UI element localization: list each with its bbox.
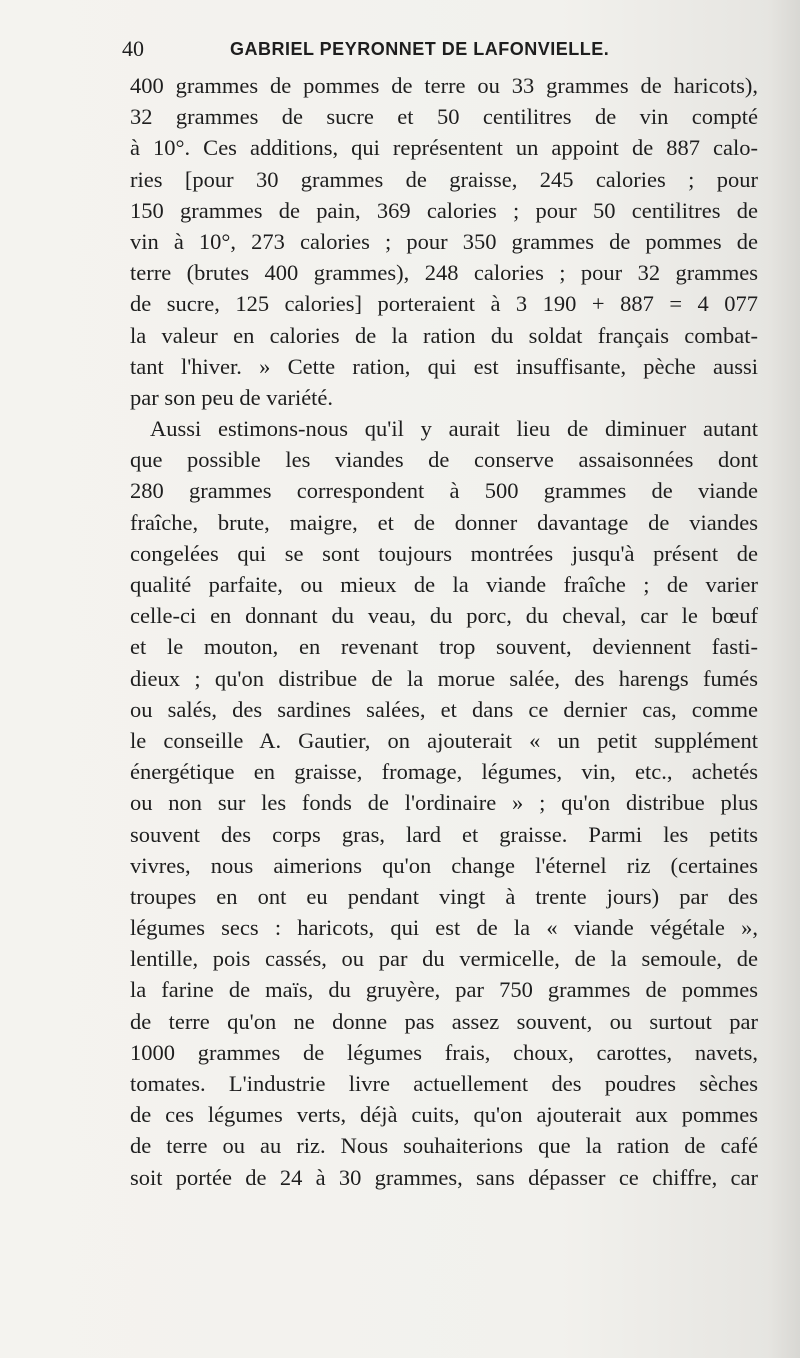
text-line: la valeur en calories de la ration du soldat français combat- bbox=[130, 322, 758, 348]
text-line: par son peu de variété. bbox=[130, 384, 334, 410]
text-line: de ces légumes verts, déjà cuits, qu'on ajouterait aux pommes bbox=[130, 1102, 758, 1128]
running-head: GABRIEL PEYRONNET DE LAFONVIELLE. bbox=[230, 39, 610, 59]
text-line: légumes secs : haricots, qui est de la « viande végétale », bbox=[130, 915, 758, 941]
text-line: troupes en ont eu pendant vingt à trente jours) par des bbox=[130, 883, 758, 909]
text-line: Aussi estimons-nous qu'il y aurait lieu de diminuer autant bbox=[150, 416, 758, 442]
text-line: et le mouton, en revenant trop souvent, deviennent fasti- bbox=[130, 634, 758, 660]
text-line: qualité parfaite, ou mieux de la viande fraîche ; de varier bbox=[130, 572, 758, 597]
text-line: de terre qu'on ne donne pas assez souvent, ou surtout par bbox=[130, 1008, 758, 1034]
text-line: 280 grammes correspondent à 500 grammes de viande bbox=[130, 478, 758, 504]
text-line: le conseille A. Gautier, on ajouterait « un petit supplément bbox=[130, 727, 758, 753]
text-line: 400 grammes de pommes de terre ou 33 grammes de haricots), bbox=[130, 73, 758, 98]
text-line: dieux ; qu'on distribue de la morue salée, des harengs fumés bbox=[130, 665, 758, 691]
text-line: ou salés, des sardines salées, et dans ce dernier cas, comme bbox=[130, 696, 758, 722]
text-line: lentille, pois cassés, ou par du vermicelle, de la semoule, de bbox=[130, 946, 758, 972]
text-line: la farine de maïs, du gruyère, par 750 grammes de pommes bbox=[130, 977, 758, 1003]
page-header bbox=[122, 34, 762, 64]
body-text bbox=[130, 70, 758, 1193]
text-line: vivres, nous aimerions qu'on change l'éternel riz (certaines bbox=[130, 852, 758, 878]
text-line: congelées qui se sont toujours montrées jusqu'à présent de bbox=[130, 540, 758, 566]
text-line: ries [pour 30 grammes de graisse, 245 calories ; pour bbox=[130, 166, 758, 192]
text-line: ou non sur les fonds de l'ordinaire » ; qu'on distribue plus bbox=[130, 790, 758, 816]
page-number: 40 bbox=[122, 36, 144, 61]
text-line: vin à 10°, 273 calories ; pour 350 grammes de pommes de bbox=[130, 228, 758, 254]
text-line: tant l'hiver. » Cette ration, qui est insuffisante, pèche aussi bbox=[130, 353, 758, 379]
text-line: à 10°. Ces additions, qui représentent un appoint de 887 calo- bbox=[130, 135, 758, 161]
text-line: de terre ou au riz. Nous souhaiterions que la ration de café bbox=[130, 1133, 758, 1159]
text-line: souvent des corps gras, lard et graisse. Parmi les petits bbox=[130, 821, 758, 847]
text-line: tomates. L'industrie livre actuellement des poudres sèches bbox=[130, 1071, 758, 1096]
text-line: celle-ci en donnant du veau, du porc, du cheval, car le bœuf bbox=[130, 603, 758, 629]
text-line: 32 grammes de sucre et 50 centilitres de vin compté bbox=[130, 104, 758, 130]
text-line: soit portée de 24 à 30 grammes, sans dépasser ce chiffre, car bbox=[130, 1164, 758, 1190]
text-line: énergétique en graisse, fromage, légumes, vin, etc., achetés bbox=[130, 759, 758, 785]
text-line: 150 grammes de pain, 369 calories ; pour 50 centilitres de bbox=[130, 197, 758, 223]
text-line: fraîche, brute, maigre, et de donner davantage de viandes bbox=[130, 509, 758, 535]
text-line: terre (brutes 400 grammes), 248 calories ; pour 32 grammes bbox=[130, 260, 758, 286]
text-line: que possible les viandes de conserve assaisonnées dont bbox=[130, 447, 758, 473]
text-line: 1000 grammes de légumes frais, choux, carottes, navets, bbox=[130, 1039, 758, 1065]
text-line: de sucre, 125 calories] porteraient à 3 190 + 887 = 4 077 bbox=[130, 291, 758, 317]
